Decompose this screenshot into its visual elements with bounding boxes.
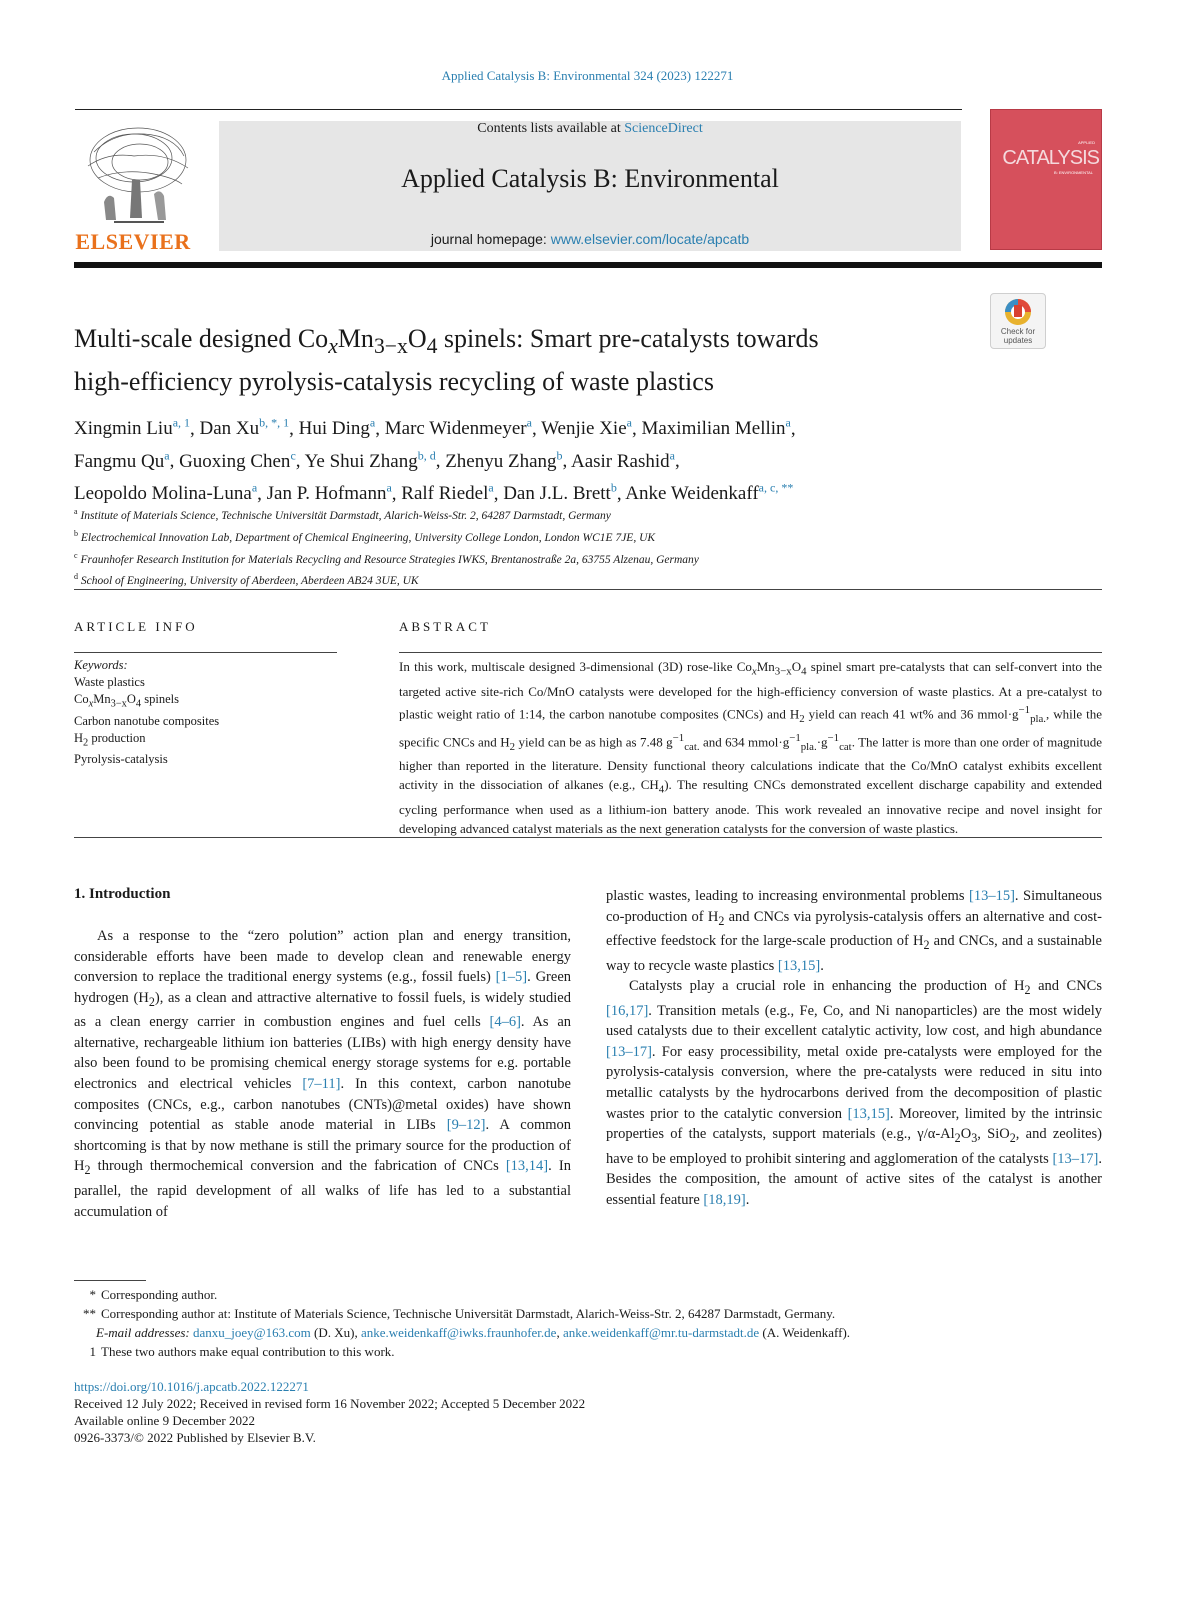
received-dates: Received 12 July 2022; Received in revised form 16 November 2022; Accepted 5 December 2022 [74,1396,586,1411]
journal-cover[interactable] [990,109,1102,250]
author[interactable]: Jan P. Hofmann$^a$ [266,480,392,504]
keywords [74,657,344,768]
paragraph: Catalysts play a crucial role in enhancing the production of $H_2$ and CNCs [16,17]. Transition metals (e.g., Fe, Co, and Ni nanoparticles) are the most widely used catalysts due to their excellent catalytic activity, low cost, and high abundance [13–17]. For easy processibility, metal oxide pre-catalysts were employed for the pyrolysis-catalysis conversion, where the pre-catalysts were reduced in situ into metallic catalysts by the hydrocarbons derived from the decomposition of plastic wastes prior to the catalytic conversion [13,15]. Moreover, limited by the intrinsic properties of the catalysts, support materials (e.g., $\gamma/\alpha-Al_2O_3$, SiO$_2$, and zeolites) have to be employed to prohibit sintering and agglomeration of the catalysts [13–17]. Besides the composition, the amount of active sites of the catalyst is another essential feature [18,19]. [606,978,1103,1208]
reference-link[interactable]: [13,14] [505,1158,549,1175]
email-footnote: E-mail addresses: danxu_joey@163.com (D. Xu), anke.weidenkaff@iwks.fraunhofer.de, anke.weidenkaff@mr.tu-darmstadt.de (A. Weidenkaff). [96,1325,851,1340]
keyword: $H_2$ production [74,730,146,748]
affiliations [74,503,1074,590]
homepage-link[interactable]: www.elsevier.com/locate/apcatb [550,231,750,247]
affiliation: $^a$ Institute of Materials Science, Technische Universität Darmstadt, Alarich-Weiss-Str. 2, 64287 Darmstadt, Germany [74,507,611,522]
author[interactable]: Ralf Riedel$^a$ [401,480,494,504]
article-title: Multi-scale designed $Co_xMn_{3-x}O_4$ spinels: Smart pre-catalysts towards high-efficiency pyrolysis-catalysis recycling of waste plastics [74,324,819,397]
journal-citation[interactable] [0,68,1175,84]
reference-link[interactable]: [16,17] [606,1002,649,1019]
abstract-heading: ABSTRACT [399,619,491,634]
publication-info [74,1378,874,1446]
crossmark-icon [991,294,1045,330]
footnote: * Corresponding author. [89,1287,218,1302]
sciencedirect-link[interactable]: ScienceDirect [624,121,703,136]
homepage-prefix: journal homepage: [430,231,547,247]
author[interactable]: Fangmu Qu$^a$ [74,448,170,472]
footnote: 1 These two authors make equal contribution to this work. [89,1344,395,1359]
reference-link[interactable]: [7–11] [302,1076,341,1093]
journal-homepage [219,231,961,247]
paragraph: plastic wastes, leading to increasing environmental problems [13–15]. Simultaneous co-production of $H_2$ and CNCs via pyrolysis-catalysis offers an alternative and cost-effective feedstock for the large-scale production of $H_2$ and CNCs, and a sustainable way to recycle waste plastics [13,15]. [606,888,1103,974]
check-for-updates-label: Check for updates [1000,327,1036,345]
abstract-rule [399,652,1102,653]
reference-link[interactable]: [13,15] [777,957,821,974]
doi-link[interactable]: https://doi.org/10.1016/j.apcatb.2022.122271 [74,1379,309,1394]
author[interactable]: Maximilian Mellin$^a$ [641,416,791,440]
elsevier-wordmark: ELSEVIER [75,229,191,254]
body-column-right [606,886,1102,1210]
reference-link[interactable]: [13–17] [606,1043,652,1060]
reference-link[interactable]: [13–17] [1052,1150,1099,1167]
reference-link[interactable]: [9–12] [446,1117,486,1134]
author[interactable]: Hui Ding$^a$ [298,416,376,440]
keyword: Waste plastics [74,675,145,689]
author[interactable]: Marc Widenmeyer$^a$ [384,416,532,440]
keywords-label: Keywords: [74,658,128,672]
body-column-left [74,926,571,1222]
footnotes [74,1285,1102,1361]
article-info-heading: ARTICLE INFO [74,619,198,634]
reference-link[interactable]: [13–15] [969,888,1015,904]
keyword: Carbon nanotube composites [74,713,220,728]
journal-citation-link[interactable]: Applied Catalysis B: Environmental 324 (2023) 122271 [441,68,734,83]
author[interactable]: Ye Shui Zhang$^{b, d}$ [304,448,436,472]
footnote: ** Corresponding author at: Institute of Materials Science, Technische Universität Darmstadt, Alarich-Weiss-Str. 2, 64287 Darmstadt, Germany. [83,1306,836,1321]
affiliation: $^b$ Electrochemical Innovation Lab, Department of Chemical Engineering, University College London, London WC1E 7JE, UK [74,528,656,544]
author[interactable]: Anke Weidenkaff$^{a, c, **}$ [625,480,794,504]
available-online: Available online 9 December 2022 [74,1413,255,1428]
check-for-updates-button[interactable] [990,293,1046,349]
author[interactable]: Leopoldo Molina-Luna$^a$ [74,480,258,504]
reference-link[interactable]: [18,19] [703,1191,746,1208]
contents-line [219,121,961,137]
keyword: Pyrolysis-catalysis [74,752,168,766]
author-list: Xingmin Liu$^{a, 1}$, Dan $Xu^{b, *, 1}$, Hui Ding$^a$, Marc Widenmeyer$^a$, Wenjie Xie$^a$, Maximilian Mellin$^a$, Fangmu Qu$^a$, Guoxing Chen$^c$, Ye Shui Zhang$^{b, d}$, Zhenyu Zhang$^b$, Aasir Rashid$^a$, Leopoldo Molina-Luna$^a$, Jan P. Hofmann$^a$, Ralf Riedel$^a$, Dan J.L. Brett$^b$, Anke Weidenkaff$^{a, c, **}$ [74,416,796,504]
cover-title: CATALYSIS [1002,147,1099,169]
author[interactable]: Dan J.L. Brett$^b$ [503,480,617,504]
email-link[interactable]: danxu_joey@163.com [193,1325,311,1340]
header-rule [75,109,962,110]
abstract-bottom-rule [74,837,1102,838]
author[interactable]: Wenjie Xie$^a$ [541,416,632,440]
reference-link[interactable]: [4–6] [489,1014,521,1031]
header-thick-rule [74,262,1102,268]
email-link[interactable]: anke.weidenkaff@iwks.fraunhofer.de [360,1325,557,1340]
author[interactable]: Aasir Rashid$^a$ [570,448,675,472]
author[interactable]: Xingmin Liu$^{a, 1}$ [74,416,191,440]
affiliation: $^d$ School of Engineering, University of Aberdeen, Aberdeen AB24 3UE, UK [74,572,419,588]
email-link[interactable]: anke.weidenkaff@mr.tu-darmstadt.de [562,1325,760,1340]
author[interactable]: Guoxing Chen$^c$ [179,448,296,472]
contents-prefix: Contents lists available at [477,121,621,136]
abstract-text: In this work, multiscale designed 3-dimensional (3D) rose-like $Co_xMn_{3-x}O_4$ spinel smart pre-catalysts that can self-convert into the targeted active site-rich Co/MnO catalysts were developed for the high-efficiency conversion of waste plastics. At a pre-catalyst to plastic weight ratio of 1:14, the carbon nanotube composites (CNCs) and $H_2$ yield can reach 41 wt% and 36 $mmol\cdot g^{-1}_{pla.}$, while the specific CNCs and $H_2$ yield can be as high as 7.48 $g^{-1}_{cat.}$ and 634 $mmol\cdot g^{-1}_{pla.}\cdot g^{-1}_{cat}$. The latter is more than one order of magnitude higher than reported in the literature. Density functional theory calculations indicate that the Co/MnO catalyst exhibits excellent activity in the dissociation of alkanes (e.g., $CH_4$). The resulting CNCs demonstrated excellent discharge capability and extended cycling performance when used as a lithium-ion battery anode. This work revealed an innovative recipe and novel insight for developing advanced catalyst materials as the next generation catalysts for the conversion of waste plastics. [399,659,1103,837]
footnote-rule [74,1280,146,1281]
keyword: $Co_xMn_{3-x}O_4$ spinels [74,692,179,710]
section-rule [74,589,1102,590]
article-info-rule [74,652,337,653]
reference-link[interactable]: [13,15] [847,1105,890,1122]
journal-name: Applied Catalysis B: Environmental [401,164,779,193]
reference-link[interactable]: [1–5] [495,969,528,986]
cover-top-text: APPLIED [1078,140,1095,145]
paragraph: As a response to the “zero polution” action plan and energy transition, considerable efforts have been made to develop clean and renewable energy conversion to replace the traditional energy systems (e.g., fossil fuels) [1–5]. Green hydrogen $(H_2)$, as a clean and attractive alternative to fossil fuels, is widely studied as a clean energy carrier in combustion engines and fuel cells [4–6]. As an alternative, rechargeable lithium ion batteries (LIBs) with high energy density have also been found to be promising chemical energy storage systems for e.g. portable electronics and electrical vehicles [7–11]. In this context, carbon nanotube composites (CNCs, e.g., carbon nanotubes (CNTs)@metal oxides) have shown convincing potential as stable anode material in LIBs [9–12]. A common shortcoming is that by now methane is still the primary source for the production of $H_2$ through thermochemical conversion and the fabrication of CNCs [13,14]. In parallel, the rapid development of all walks of life has led to a substantial accumulation of [74,928,572,1220]
affiliation: $^c$ Fraunhofer Research Institution for Materials Recycling and Resource Strategies IWKS, Brentanostraße 2a, 63755 Alzenau, Germany [74,550,699,566]
author[interactable]: Zhenyu Zhang$^b$ [445,448,563,472]
section-heading-introduction: 1. Introduction [74,886,171,902]
cover-bottom-text: B: ENVIRONMENTAL [1053,170,1093,175]
author[interactable]: Dan $Xu^{b, *, 1}$ [199,416,290,440]
copyright: 0926-3373/© 2022 Published by Elsevier B.V. [74,1430,316,1445]
